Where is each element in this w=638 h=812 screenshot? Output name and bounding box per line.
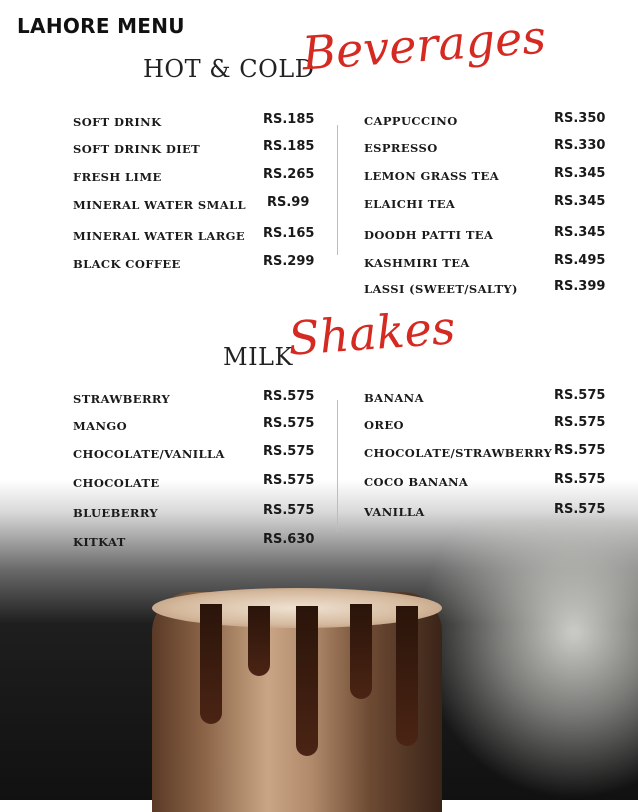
- menu-item-price: RS.399: [554, 279, 606, 294]
- chocolate-drip: [350, 604, 372, 699]
- menu-item-price: RS.630: [263, 532, 315, 547]
- menu-item-price: RS.575: [263, 416, 315, 431]
- menu-item-name: CHOCOLATE/VANILLA: [73, 447, 225, 461]
- shakes-divider: [337, 400, 338, 532]
- menu-item-name: KITKAT: [73, 535, 126, 549]
- menu-item-price: RS.575: [554, 472, 606, 487]
- menu-item-name: BLACK COFFEE: [73, 257, 181, 271]
- menu-item-price: RS.299: [263, 254, 315, 269]
- menu-item-name: VANILLA: [364, 505, 425, 519]
- menu-item-name: KASHMIRI TEA: [364, 256, 470, 270]
- chocolate-drip: [396, 606, 418, 746]
- chocolate-drip: [200, 604, 222, 724]
- menu-item-name: MINERAL WATER LARGE: [73, 229, 246, 243]
- menu-item-price: RS.185: [263, 139, 315, 154]
- menu-item-price: RS.575: [554, 415, 606, 430]
- menu-item-name: SOFT DRINK DIET: [73, 142, 201, 156]
- menu-item-name: CAPPUCCINO: [364, 114, 458, 128]
- menu-item-name: BANANA: [364, 391, 424, 405]
- shakes-script-title: Shakes: [286, 300, 457, 366]
- menu-item-price: RS.575: [263, 503, 315, 518]
- beverages-script-title: Beverages: [300, 9, 548, 81]
- menu-item-price: RS.165: [263, 226, 315, 241]
- menu-item-price: RS.575: [554, 388, 606, 403]
- menu-item-name: DOODH PATTI TEA: [364, 228, 494, 242]
- chocolate-drip: [296, 606, 318, 756]
- menu-item-price: RS.265: [263, 167, 315, 182]
- menu-item-price: RS.99: [267, 195, 310, 210]
- menu-item-price: RS.345: [554, 194, 606, 209]
- shakes-heading: MILK: [223, 343, 293, 371]
- menu-item-name: MANGO: [73, 419, 128, 433]
- menu-item-price: RS.575: [263, 473, 315, 488]
- menu-item-name: ESPRESSO: [364, 141, 438, 155]
- menu-item-price: RS.185: [263, 112, 315, 127]
- menu-item-price: RS.330: [554, 138, 606, 153]
- menu-item-price: RS.495: [554, 253, 606, 268]
- menu-item-name: BLUEBERRY: [73, 506, 159, 520]
- menu-item-name: ELAICHI TEA: [364, 197, 456, 211]
- beverages-divider: [337, 125, 338, 255]
- menu-item-price: RS.345: [554, 225, 606, 240]
- menu-item-price: RS.350: [554, 111, 606, 126]
- menu-item-price: RS.575: [554, 502, 606, 517]
- menu-item-price: RS.345: [554, 166, 606, 181]
- flowers-decoration: [418, 520, 638, 800]
- menu-item-name: MINERAL WATER SMALL: [73, 198, 247, 212]
- menu-item-name: STRAWBERRY: [73, 392, 171, 406]
- menu-item-name: COCO BANANA: [364, 475, 469, 489]
- menu-item-name: SOFT DRINK: [73, 115, 162, 129]
- menu-item-name: CHOCOLATE/STRAWBERRY: [364, 446, 553, 460]
- menu-item-name: LASSI (SWEET/SALTY): [364, 282, 518, 296]
- menu-item-name: LEMON GRASS TEA: [364, 169, 500, 183]
- menu-item-price: RS.575: [263, 444, 315, 459]
- menu-item-price: RS.575: [554, 443, 606, 458]
- brand-title: LAHORE MENU: [17, 14, 185, 38]
- menu-item-name: OREO: [364, 418, 404, 432]
- menu-item-name: CHOCOLATE: [73, 476, 160, 490]
- menu-item-name: FRESH LIME: [73, 170, 162, 184]
- chocolate-drip: [248, 606, 270, 676]
- beverages-heading: HOT & COLD: [143, 55, 315, 83]
- menu-item-price: RS.575: [263, 389, 315, 404]
